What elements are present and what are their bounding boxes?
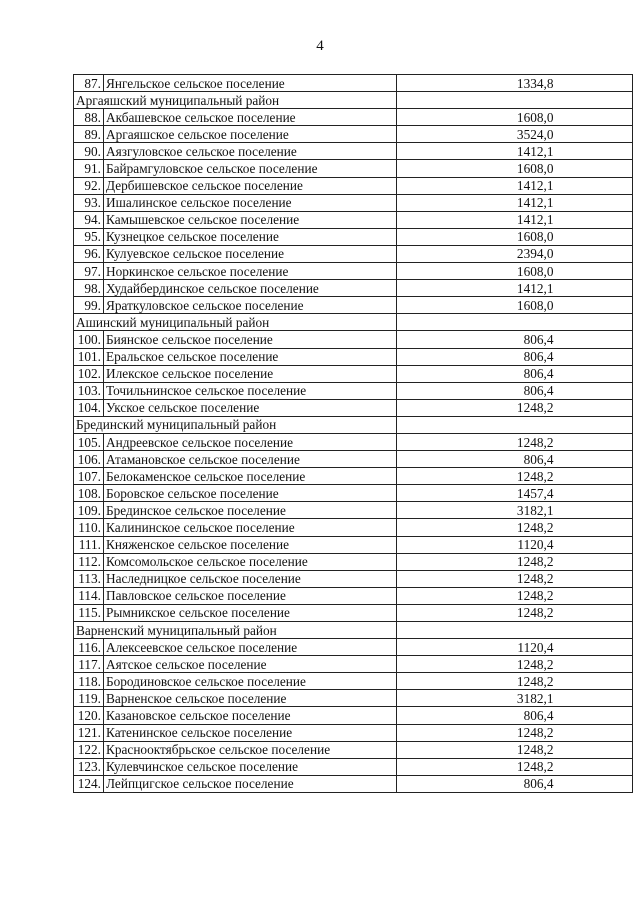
- settlement-name: Бородиновское сельское поселение: [104, 673, 397, 690]
- table-row: [74, 570, 633, 587]
- row-number: 91.: [74, 160, 104, 177]
- settlement-value: 806,4: [523, 776, 554, 792]
- settlement-value: 1248,2: [516, 468, 554, 484]
- settlement-value-cell: [397, 433, 633, 450]
- settlement-value: 1334,8: [516, 75, 554, 91]
- settlement-name: Наследницкое сельское поселение: [104, 570, 397, 587]
- settlement-name: Павловское сельское поселение: [104, 587, 397, 604]
- settlement-value-cell: [397, 485, 633, 502]
- district-header-row: [74, 622, 633, 639]
- row-number: 108.: [74, 485, 104, 502]
- settlement-name: Белокаменское сельское поселение: [104, 468, 397, 485]
- settlement-name: Худайбердинское сельское поселение: [104, 280, 397, 297]
- table-row: [74, 673, 633, 690]
- settlement-name: Биянское сельское поселение: [104, 331, 397, 348]
- settlement-value: 1608,0: [516, 161, 554, 177]
- settlement-value-cell: [397, 536, 633, 553]
- table-row: [74, 741, 633, 758]
- table-row: [74, 519, 633, 536]
- row-number: 89.: [74, 126, 104, 143]
- row-number: 90.: [74, 143, 104, 160]
- table-row: [74, 160, 633, 177]
- table-row: [74, 707, 633, 724]
- settlement-value: 3182,1: [516, 690, 554, 706]
- settlement-name: Краснооктябрьское сельское поселение: [104, 741, 397, 758]
- row-number: 106.: [74, 451, 104, 468]
- row-number: 119.: [74, 690, 104, 707]
- row-number: 112.: [74, 553, 104, 570]
- district-title-filler: [397, 416, 633, 433]
- settlement-value: 2394,0: [516, 246, 554, 262]
- settlement-name: Яраткуловское сельское поселение: [104, 297, 397, 314]
- row-number: 107.: [74, 468, 104, 485]
- row-number: 121.: [74, 724, 104, 741]
- settlement-name: Аязгуловское сельское поселение: [104, 143, 397, 160]
- row-number: 120.: [74, 707, 104, 724]
- settlement-value: 1248,2: [516, 742, 554, 758]
- settlement-value: 1608,0: [516, 109, 554, 125]
- row-number: 87.: [74, 75, 104, 92]
- table-row: [74, 126, 633, 143]
- settlement-value-cell: [397, 451, 633, 468]
- settlement-name: Варненское сельское поселение: [104, 690, 397, 707]
- settlement-value: 1412,1: [516, 212, 554, 228]
- district-title: Ашинский муниципальный район: [74, 314, 397, 331]
- district-header-row: [74, 416, 633, 433]
- row-number: 100.: [74, 331, 104, 348]
- settlement-value-cell: [397, 639, 633, 656]
- settlement-value-cell: [397, 724, 633, 741]
- settlement-name: Кулевчинское сельское поселение: [104, 758, 397, 775]
- settlement-value: 1248,2: [516, 519, 554, 535]
- row-number: 95.: [74, 228, 104, 245]
- settlement-name: Аргаяшское сельское поселение: [104, 126, 397, 143]
- table-row: [74, 75, 633, 92]
- table-row: [74, 690, 633, 707]
- table-row: [74, 724, 633, 741]
- table-row: [74, 382, 633, 399]
- settlement-value-cell: [397, 502, 633, 519]
- district-title-filler: [397, 92, 633, 109]
- settlement-name: Кузнецкое сельское поселение: [104, 228, 397, 245]
- row-number: 97.: [74, 263, 104, 280]
- district-header-row: [74, 92, 633, 109]
- settlement-value-cell: [397, 758, 633, 775]
- settlement-name: Рымникское сельское поселение: [104, 604, 397, 621]
- settlement-value-cell: [397, 673, 633, 690]
- table-row: [74, 194, 633, 211]
- settlement-value-cell: [397, 177, 633, 194]
- table-row: [74, 365, 633, 382]
- settlement-name: Калининское сельское поселение: [104, 519, 397, 536]
- settlement-value: 1248,2: [516, 571, 554, 587]
- table-row: [74, 211, 633, 228]
- settlement-value-cell: [397, 399, 633, 416]
- settlement-value: 3524,0: [516, 126, 554, 142]
- district-title: Варненский муниципальный район: [74, 622, 397, 639]
- settlement-value-cell: [397, 194, 633, 211]
- settlement-value-cell: [397, 690, 633, 707]
- table-row: [74, 143, 633, 160]
- settlement-value-cell: [397, 570, 633, 587]
- row-number: 124.: [74, 775, 104, 792]
- settlement-value: 1248,2: [516, 759, 554, 775]
- table-row: [74, 485, 633, 502]
- table-row: [74, 468, 633, 485]
- table-row: [74, 502, 633, 519]
- settlement-value-cell: [397, 519, 633, 536]
- row-number: 111.: [74, 536, 104, 553]
- settlement-value-cell: [397, 245, 633, 262]
- row-number: 98.: [74, 280, 104, 297]
- settlement-name: Точильнинское сельское поселение: [104, 382, 397, 399]
- table-row: [74, 775, 633, 792]
- settlement-value-cell: [397, 382, 633, 399]
- district-title-filler: [397, 314, 633, 331]
- row-number: 92.: [74, 177, 104, 194]
- settlement-name: Укское сельское поселение: [104, 399, 397, 416]
- district-title: Аргаяшский муниципальный район: [74, 92, 397, 109]
- settlement-value: 1248,2: [516, 673, 554, 689]
- settlement-name: Андреевское сельское поселение: [104, 433, 397, 450]
- settlement-value: 806,4: [523, 366, 554, 382]
- settlements-table: [73, 74, 633, 793]
- settlement-value: 1248,2: [516, 400, 554, 416]
- row-number: 88.: [74, 109, 104, 126]
- settlement-value-cell: [397, 331, 633, 348]
- settlement-value-cell: [397, 280, 633, 297]
- row-number: 115.: [74, 604, 104, 621]
- table-row: [74, 399, 633, 416]
- row-number: 103.: [74, 382, 104, 399]
- settlement-value: 1248,2: [516, 725, 554, 741]
- settlement-value: 1608,0: [516, 229, 554, 245]
- settlement-name: Илекское сельское поселение: [104, 365, 397, 382]
- settlement-value: 1412,1: [516, 195, 554, 211]
- settlement-value-cell: [397, 143, 633, 160]
- settlement-value-cell: [397, 211, 633, 228]
- settlement-value-cell: [397, 160, 633, 177]
- settlement-name: Норкинское сельское поселение: [104, 263, 397, 280]
- settlement-name: Акбашевское сельское поселение: [104, 109, 397, 126]
- row-number: 109.: [74, 502, 104, 519]
- table-row: [74, 280, 633, 297]
- settlement-name: Кулуевское сельское поселение: [104, 245, 397, 262]
- settlement-value: 1412,1: [516, 178, 554, 194]
- row-number: 123.: [74, 758, 104, 775]
- row-number: 105.: [74, 433, 104, 450]
- table-row: [74, 228, 633, 245]
- settlement-name: Атамановское сельское поселение: [104, 451, 397, 468]
- settlement-name: Брединское сельское поселение: [104, 502, 397, 519]
- table-row: [74, 639, 633, 656]
- settlement-value: 806,4: [523, 708, 554, 724]
- table-row: [74, 177, 633, 194]
- settlement-name: Катенинское сельское поселение: [104, 724, 397, 741]
- table-row: [74, 758, 633, 775]
- settlement-value: 806,4: [523, 331, 554, 347]
- row-number: 94.: [74, 211, 104, 228]
- table-row: [74, 604, 633, 621]
- settlement-value-cell: [397, 109, 633, 126]
- settlement-value: 1120,4: [517, 537, 554, 553]
- settlement-value: 1457,4: [516, 485, 554, 501]
- settlement-name: Алексеевское сельское поселение: [104, 639, 397, 656]
- row-number: 113.: [74, 570, 104, 587]
- table-row: [74, 331, 633, 348]
- settlement-value-cell: [397, 468, 633, 485]
- settlement-value: 1608,0: [516, 297, 554, 313]
- table-row: [74, 297, 633, 314]
- row-number: 110.: [74, 519, 104, 536]
- settlement-value-cell: [397, 604, 633, 621]
- settlement-value-cell: [397, 656, 633, 673]
- table-row: [74, 587, 633, 604]
- row-number: 104.: [74, 399, 104, 416]
- settlement-value-cell: [397, 126, 633, 143]
- settlement-value-cell: [397, 553, 633, 570]
- settlement-name: Янгельское сельское поселение: [104, 75, 397, 92]
- settlement-value: 1120,4: [517, 639, 554, 655]
- row-number: 102.: [74, 365, 104, 382]
- table-row: [74, 263, 633, 280]
- settlement-value: 806,4: [523, 451, 554, 467]
- settlement-name: Комсомольское сельское поселение: [104, 553, 397, 570]
- table-row: [74, 433, 633, 450]
- settlement-name: Байрамгуловское сельское поселение: [104, 160, 397, 177]
- row-number: 101.: [74, 348, 104, 365]
- settlement-value: 1248,2: [516, 605, 554, 621]
- settlement-value: 1248,2: [516, 656, 554, 672]
- table-row: [74, 451, 633, 468]
- table-row: [74, 656, 633, 673]
- row-number: 118.: [74, 673, 104, 690]
- row-number: 96.: [74, 245, 104, 262]
- settlement-value-cell: [397, 348, 633, 365]
- settlement-name: Камышевское сельское поселение: [104, 211, 397, 228]
- page-number: 4: [316, 38, 324, 54]
- row-number: 117.: [74, 656, 104, 673]
- settlement-value: 1248,2: [516, 554, 554, 570]
- settlement-value: 806,4: [523, 383, 554, 399]
- row-number: 122.: [74, 741, 104, 758]
- settlement-name: Лейпцигское сельское поселение: [104, 775, 397, 792]
- row-number: 93.: [74, 194, 104, 211]
- settlement-name: Княженское сельское поселение: [104, 536, 397, 553]
- settlement-value-cell: [397, 263, 633, 280]
- settlement-name: Еральское сельское поселение: [104, 348, 397, 365]
- settlement-value-cell: [397, 297, 633, 314]
- settlement-value-cell: [397, 75, 633, 92]
- row-number: 99.: [74, 297, 104, 314]
- settlement-name: Казановское сельское поселение: [104, 707, 397, 724]
- district-title-filler: [397, 622, 633, 639]
- settlement-value: 1608,0: [516, 263, 554, 279]
- settlement-value-cell: [397, 587, 633, 604]
- settlement-value-cell: [397, 741, 633, 758]
- table-row: [74, 109, 633, 126]
- settlement-value: 1412,1: [516, 280, 554, 296]
- table-row: [74, 553, 633, 570]
- settlement-value: 1248,2: [516, 588, 554, 604]
- settlement-name: Боровское сельское поселение: [104, 485, 397, 502]
- table-row: [74, 348, 633, 365]
- row-number: 114.: [74, 587, 104, 604]
- settlement-value: 1412,1: [516, 143, 554, 159]
- settlement-value: 1248,2: [516, 434, 554, 450]
- settlement-value-cell: [397, 365, 633, 382]
- settlement-value-cell: [397, 228, 633, 245]
- settlement-name: Аятское сельское поселение: [104, 656, 397, 673]
- district-header-row: [74, 314, 633, 331]
- row-number: 116.: [74, 639, 104, 656]
- district-title: Брединский муниципальный район: [74, 416, 397, 433]
- settlement-name: Ишалинское сельское поселение: [104, 194, 397, 211]
- settlement-value-cell: [397, 707, 633, 724]
- settlement-value: 806,4: [523, 349, 554, 365]
- settlement-name: Дербишевское сельское поселение: [104, 177, 397, 194]
- table-row: [74, 536, 633, 553]
- settlement-value: 3182,1: [516, 502, 554, 518]
- table-row: [74, 245, 633, 262]
- settlement-value-cell: [397, 775, 633, 792]
